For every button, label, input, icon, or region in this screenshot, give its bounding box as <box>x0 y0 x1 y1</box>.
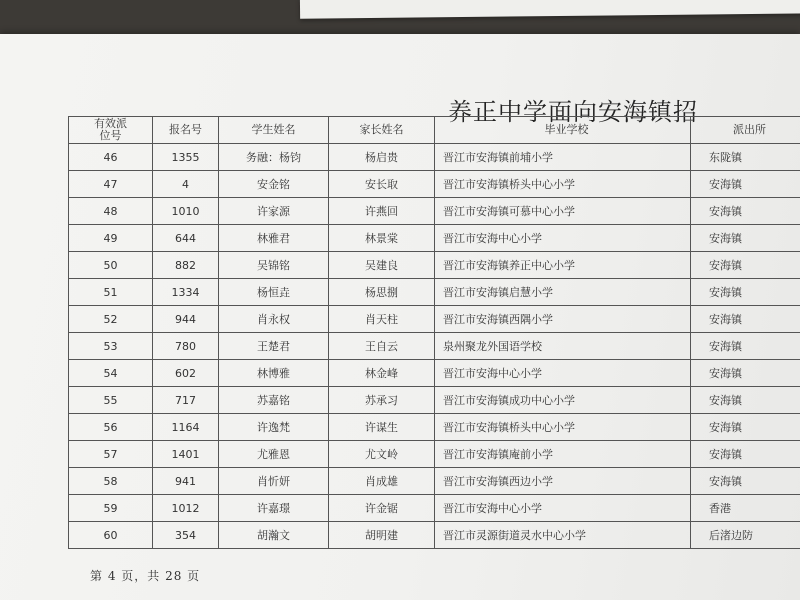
cell-police-station: 安海镇 <box>691 360 800 387</box>
cell-lottery-number: 56 <box>69 414 153 441</box>
table-row <box>69 387 800 414</box>
cell-lottery-number: 53 <box>69 333 153 360</box>
cell-student-name: 肖忻妍 <box>219 468 329 495</box>
cell-registration-number: 4 <box>153 171 219 198</box>
table-row <box>69 468 800 495</box>
allocation-table <box>68 116 800 549</box>
cell-student-name: 苏嘉铭 <box>219 387 329 414</box>
cell-lottery-number: 57 <box>69 441 153 468</box>
overlapping-paper-edge <box>300 0 800 19</box>
cell-parent-name: 尤文岭 <box>329 441 435 468</box>
cell-police-station: 安海镇 <box>691 441 800 468</box>
cell-graduated-school: 晋江市安海中心小学 <box>435 495 691 522</box>
cell-graduated-school: 晋江市安海中心小学 <box>435 225 691 252</box>
cell-parent-name: 胡明建 <box>329 522 435 549</box>
table-row <box>69 225 800 252</box>
table-row <box>69 252 800 279</box>
header-registration-number: 报名号 <box>153 117 219 144</box>
cell-student-name: 尤雅恩 <box>219 441 329 468</box>
cell-graduated-school: 晋江市安海镇养正中心小学 <box>435 252 691 279</box>
header-lottery-number: 有效派位号 <box>69 117 153 144</box>
cell-police-station: 安海镇 <box>691 279 800 306</box>
cell-registration-number: 1164 <box>153 414 219 441</box>
cell-student-name: 杨恒垚 <box>219 279 329 306</box>
cell-parent-name: 吴建良 <box>329 252 435 279</box>
table-row <box>69 144 800 171</box>
cell-student-name: 许嘉璟 <box>219 495 329 522</box>
cell-student-name: 肖永权 <box>219 306 329 333</box>
cell-parent-name: 林景棠 <box>329 225 435 252</box>
cell-police-station: 安海镇 <box>691 306 800 333</box>
cell-lottery-number: 54 <box>69 360 153 387</box>
table-row <box>69 441 800 468</box>
cell-police-station: 安海镇 <box>691 333 800 360</box>
cell-parent-name: 杨启贵 <box>329 144 435 171</box>
cell-registration-number: 354 <box>153 522 219 549</box>
cell-police-station: 安海镇 <box>691 171 800 198</box>
table-row <box>69 414 800 441</box>
table-row <box>69 279 800 306</box>
cell-registration-number: 1355 <box>153 144 219 171</box>
cell-registration-number: 780 <box>153 333 219 360</box>
table-row <box>69 198 800 225</box>
cell-student-name: 王楚君 <box>219 333 329 360</box>
cell-parent-name: 许谋生 <box>329 414 435 441</box>
cell-parent-name: 王自云 <box>329 333 435 360</box>
cell-student-name: 林雅君 <box>219 225 329 252</box>
cell-lottery-number: 51 <box>69 279 153 306</box>
cell-parent-name: 苏承习 <box>329 387 435 414</box>
table-row <box>69 495 800 522</box>
cell-parent-name: 林金峰 <box>329 360 435 387</box>
cell-registration-number: 644 <box>153 225 219 252</box>
page-footer: 第 4 页，共 28 页 <box>90 569 201 583</box>
cell-graduated-school: 晋江市安海镇桥头中心小学 <box>435 171 691 198</box>
cell-lottery-number: 49 <box>69 225 153 252</box>
cell-registration-number: 1334 <box>153 279 219 306</box>
cell-lottery-number: 48 <box>69 198 153 225</box>
cell-graduated-school: 晋江市安海镇可慕中心小学 <box>435 198 691 225</box>
table-header-row <box>69 117 800 144</box>
header-parent-name: 家长姓名 <box>329 117 435 144</box>
cell-registration-number: 944 <box>153 306 219 333</box>
cell-lottery-number: 55 <box>69 387 153 414</box>
cell-parent-name: 许燕回 <box>329 198 435 225</box>
cell-lottery-number: 59 <box>69 495 153 522</box>
cell-parent-name: 安长取 <box>329 171 435 198</box>
cell-graduated-school: 晋江市安海镇前埔小学 <box>435 144 691 171</box>
cell-police-station: 安海镇 <box>691 252 800 279</box>
table-row <box>69 306 800 333</box>
cell-registration-number: 602 <box>153 360 219 387</box>
cell-police-station: 后渚边防 <box>691 522 800 549</box>
cell-lottery-number: 46 <box>69 144 153 171</box>
cell-student-name: 安金铭 <box>219 171 329 198</box>
table-row <box>69 333 800 360</box>
cell-lottery-number: 50 <box>69 252 153 279</box>
cell-graduated-school: 晋江市安海中心小学 <box>435 360 691 387</box>
table-row <box>69 171 800 198</box>
cell-graduated-school: 晋江市安海镇桥头中心小学 <box>435 414 691 441</box>
cell-graduated-school: 晋江市安海镇庵前小学 <box>435 441 691 468</box>
header-police-station: 派出所 <box>691 117 800 144</box>
cell-graduated-school: 晋江市安海镇成功中心小学 <box>435 387 691 414</box>
cell-registration-number: 717 <box>153 387 219 414</box>
cell-police-station: 东陇镇 <box>691 144 800 171</box>
cell-graduated-school: 晋江市安海镇西隅小学 <box>435 306 691 333</box>
header-student-name: 学生姓名 <box>219 117 329 144</box>
table-row <box>69 360 800 387</box>
cell-registration-number: 941 <box>153 468 219 495</box>
cell-registration-number: 882 <box>153 252 219 279</box>
cell-lottery-number: 47 <box>69 171 153 198</box>
cell-lottery-number: 60 <box>69 522 153 549</box>
cell-parent-name: 肖成雄 <box>329 468 435 495</box>
cell-parent-name: 肖天柱 <box>329 306 435 333</box>
cell-student-name: 林博雅 <box>219 360 329 387</box>
cell-registration-number: 1010 <box>153 198 219 225</box>
cell-police-station: 安海镇 <box>691 414 800 441</box>
cell-police-station: 安海镇 <box>691 387 800 414</box>
header-graduated-school: 毕业学校 <box>435 117 691 144</box>
cell-registration-number: 1012 <box>153 495 219 522</box>
cell-graduated-school: 晋江市安海镇西边小学 <box>435 468 691 495</box>
cell-police-station: 香港 <box>691 495 800 522</box>
cell-parent-name: 许金锯 <box>329 495 435 522</box>
cell-police-station: 安海镇 <box>691 225 800 252</box>
cell-lottery-number: 52 <box>69 306 153 333</box>
cell-graduated-school: 泉州聚龙外国语学校 <box>435 333 691 360</box>
cell-police-station: 安海镇 <box>691 468 800 495</box>
table-row <box>69 522 800 549</box>
cell-student-name: 胡瀚文 <box>219 522 329 549</box>
cell-student-name: 许逸梵 <box>219 414 329 441</box>
cell-lottery-number: 58 <box>69 468 153 495</box>
cell-student-name: 务融：杨钧 <box>219 144 329 171</box>
cell-graduated-school: 晋江市灵源街道灵水中心小学 <box>435 522 691 549</box>
cell-parent-name: 杨思捌 <box>329 279 435 306</box>
cell-graduated-school: 晋江市安海镇启慧小学 <box>435 279 691 306</box>
document-title: 养正中学面向安海镇招 <box>448 98 698 126</box>
cell-student-name: 吴锦铭 <box>219 252 329 279</box>
cell-police-station: 安海镇 <box>691 198 800 225</box>
cell-registration-number: 1401 <box>153 441 219 468</box>
cell-student-name: 许家源 <box>219 198 329 225</box>
